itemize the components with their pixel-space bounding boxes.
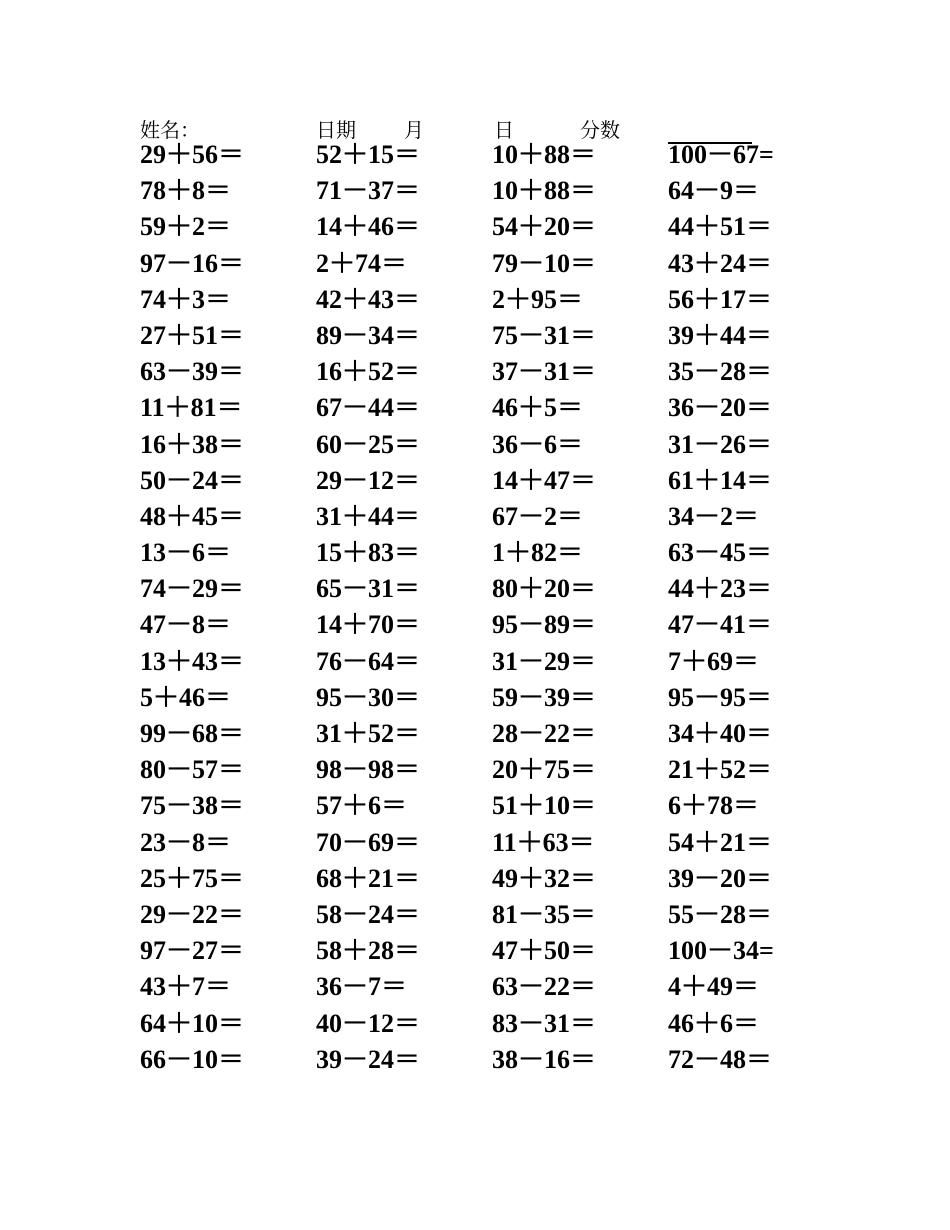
math-problem: 68＋21＝ [316, 863, 421, 893]
math-problem: 2＋95＝ [492, 284, 584, 314]
math-problem: 63－45＝ [668, 538, 773, 568]
math-problem: 47－41＝ [668, 610, 773, 640]
math-problem: 6＋78＝ [668, 791, 760, 821]
math-problem: 36－7＝ [316, 972, 408, 1002]
math-problem: 5＋46＝ [140, 682, 232, 712]
math-problem: 29－22＝ [140, 899, 245, 929]
math-problem: 14＋70＝ [316, 610, 421, 640]
math-problem: 7＋69＝ [668, 646, 760, 676]
math-problem: 71－37＝ [316, 176, 421, 206]
math-problem: 34＋40＝ [668, 719, 773, 748]
math-problem: 54＋21＝ [668, 827, 773, 857]
math-problem: 44＋51＝ [668, 212, 773, 242]
math-problem: 39＋44＝ [668, 320, 773, 350]
math-problem: 83－31＝ [492, 1008, 597, 1038]
math-problem: 75－31＝ [492, 320, 597, 350]
math-problem: 31－26＝ [668, 429, 773, 459]
math-problem: 11＋81＝ [140, 393, 243, 423]
math-problem: 13＋43＝ [140, 646, 245, 676]
math-problem: 58－24＝ [316, 899, 421, 929]
math-problem: 52＋15＝ [316, 140, 421, 169]
problem-column-2 [316, 137, 486, 1078]
math-problem: 51＋10＝ [492, 791, 597, 821]
problem-column-1 [140, 137, 310, 1078]
math-problem: 38－16＝ [492, 1044, 597, 1074]
math-problem: 31＋44＝ [316, 501, 421, 531]
math-problem: 29＋56＝ [140, 140, 245, 169]
math-problem: 58＋28＝ [316, 936, 421, 966]
math-problem: 29－12＝ [316, 465, 421, 495]
math-problem: 16＋52＝ [316, 357, 421, 387]
math-problem: 50－24＝ [140, 465, 245, 495]
math-problem: 46＋6＝ [668, 1008, 760, 1038]
math-problem: 35－28＝ [668, 357, 773, 387]
math-problem: 95－95＝ [668, 682, 773, 712]
math-problem: 76－64＝ [316, 646, 421, 676]
math-problem: 67－2＝ [492, 501, 584, 531]
math-problem: 20＋75＝ [492, 755, 597, 785]
math-problem: 64＋10＝ [140, 1008, 245, 1038]
math-problem: 46＋5＝ [492, 393, 584, 423]
math-problem: 59＋2＝ [140, 212, 232, 242]
date-label: 日期 [316, 118, 356, 142]
math-problem: 43＋7＝ [140, 972, 232, 1002]
math-problem: 97－27＝ [140, 936, 245, 966]
math-problem: 37－31＝ [492, 357, 597, 387]
month-label: 月 [404, 118, 424, 142]
math-problem: 1＋82＝ [492, 538, 584, 568]
math-problem: 14＋46＝ [316, 212, 421, 242]
math-problem: 56＋17＝ [668, 284, 773, 314]
math-problem: 44＋23＝ [668, 574, 773, 604]
math-problem: 79－10＝ [492, 248, 597, 278]
math-problem: 100－34= [668, 936, 774, 966]
math-problem: 80＋20＝ [492, 574, 597, 604]
math-problem: 21＋52＝ [668, 755, 773, 785]
math-problem: 64－9＝ [668, 176, 760, 206]
math-problem: 14＋47＝ [492, 465, 597, 495]
math-problem: 97－16＝ [140, 248, 245, 278]
math-problem: 39－20＝ [668, 863, 773, 893]
math-problem: 95－30＝ [316, 682, 421, 712]
math-problem: 99－68＝ [140, 719, 245, 748]
math-problem: 74＋3＝ [140, 284, 232, 314]
math-problem: 61＋14＝ [668, 465, 773, 495]
math-problem: 48＋45＝ [140, 501, 245, 531]
math-problem: 27＋51＝ [140, 320, 245, 350]
math-problem: 80－57＝ [140, 755, 245, 785]
math-problem: 78＋8＝ [140, 176, 232, 206]
math-problem: 13－6＝ [140, 538, 232, 568]
math-problem: 10＋88＝ [492, 140, 597, 169]
math-problem: 2＋74＝ [316, 248, 408, 278]
math-problem: 36－20＝ [668, 393, 773, 423]
score-label: 分数 [580, 118, 620, 142]
math-problem: 16＋38＝ [140, 429, 245, 459]
math-problem: 31＋52＝ [316, 719, 421, 748]
problem-column-4 [668, 137, 838, 1078]
math-problem: 54＋20＝ [492, 212, 597, 242]
math-problem: 89－34＝ [316, 320, 421, 350]
math-problem: 10＋88＝ [492, 176, 597, 206]
math-problem: 42＋43＝ [316, 284, 421, 314]
math-problem: 31－29＝ [492, 646, 597, 676]
math-problem: 47＋50＝ [492, 936, 597, 966]
math-problem: 98－98＝ [316, 755, 421, 785]
math-problem: 63－39＝ [140, 357, 245, 387]
math-problem: 43＋24＝ [668, 248, 773, 278]
math-problem: 66－10＝ [140, 1044, 245, 1074]
math-problem: 36－6＝ [492, 429, 584, 459]
math-problem: 63－22＝ [492, 972, 597, 1002]
math-problem: 55－28＝ [668, 899, 773, 929]
math-problem: 95－89＝ [492, 610, 597, 640]
math-problem: 25＋75＝ [140, 863, 245, 893]
math-problem: 11＋63＝ [492, 827, 595, 857]
math-problem: 100－67= [668, 140, 774, 169]
math-problem: 34－2＝ [668, 501, 760, 531]
math-problem: 65－31＝ [316, 574, 421, 604]
math-problem: 60－25＝ [316, 429, 421, 459]
math-problem: 70－69＝ [316, 827, 421, 857]
math-problem: 4＋49＝ [668, 972, 760, 1002]
day-label: 日 [494, 118, 514, 142]
math-problem: 40－12＝ [316, 1008, 421, 1038]
problem-column-3 [492, 137, 662, 1078]
math-problem: 57＋6＝ [316, 791, 408, 821]
math-problem: 39－24＝ [316, 1044, 421, 1074]
math-problem: 67－44＝ [316, 393, 421, 423]
name-label: 姓名： [140, 118, 200, 142]
math-problem: 81－35＝ [492, 899, 597, 929]
math-problem: 59－39＝ [492, 682, 597, 712]
math-problem: 74－29＝ [140, 574, 245, 604]
math-problem: 75－38＝ [140, 791, 245, 821]
math-problem: 49＋32＝ [492, 863, 597, 893]
math-problem: 47－8＝ [140, 610, 232, 640]
math-problem: 72－48＝ [668, 1044, 773, 1074]
math-problem: 15＋83＝ [316, 538, 421, 568]
math-problem: 23－8＝ [140, 827, 232, 857]
math-problem: 28－22＝ [492, 719, 597, 748]
